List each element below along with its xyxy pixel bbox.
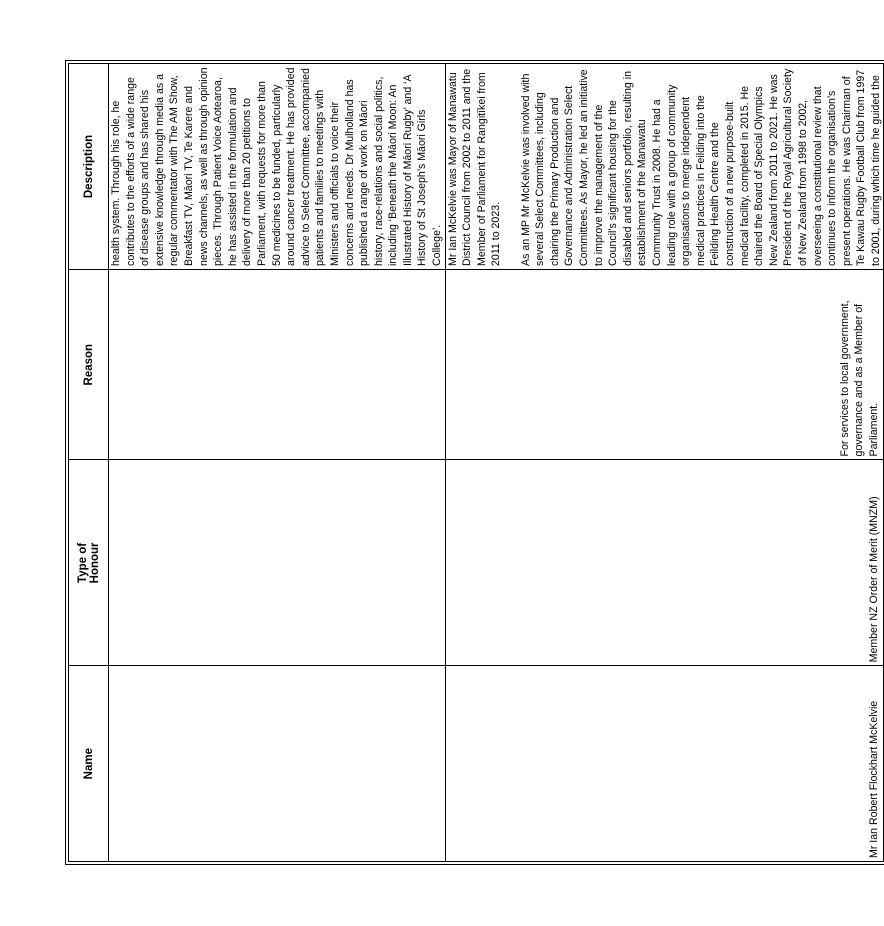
- description-paragraph: Mr Ian McKelvie was Mayor of Manawatu District Council from 2002 to 2011 and the Member of Parliament for Rangitīkei from 2011 to 2023.: [446, 68, 503, 266]
- header-row: [69, 64, 109, 862]
- paragraph-gap: [504, 67, 519, 266]
- header-name: [69, 666, 109, 862]
- cell-description: [109, 64, 446, 270]
- header-type-of-honour: [69, 460, 109, 666]
- cell-name: Mr Ian Robert Flockhart McKelvie: [445, 666, 884, 862]
- header-reason-label: Reason: [82, 343, 95, 386]
- rotated-table-wrapper: [68, 63, 882, 862]
- header-reason: [69, 269, 109, 459]
- table-row: [445, 64, 884, 862]
- header-name-label: Name: [82, 748, 95, 780]
- description-paragraph: health system. Through his role, he contributes to the efforts of a wide range of disease groups and has shared his extensive knowledge through media as a regular commentator with The AM Show, Breakfast TV, Māori TV, Te Karere and news channels, as well as through opinion pieces. Through Patient Voice Aotearoa, he has assisted in the formulation and delivery of more than 20 petitions to Parliament, with requests for more than 50 medicines to be funded, particularly around cancer treatment. He has provided advice to Select Committee, accompanied patients and families to meetings with Ministers and officials to voice their concerns and needs. Dr Mulholland has published a range of work on Māori history, race-relations and social politics, including ‘Beneath the Māori Moon: An Illustrated History of Māori Rugby’ and ‘A History of St Joseph’s Māori Girls College’.: [110, 67, 444, 266]
- cell-reason: For services to local government, governance and as a Member of Parliament.: [445, 269, 884, 459]
- cell-name: [109, 666, 446, 862]
- description-paragraph: As an MP Mr McKelvie was involved with several Select Committees, including chairing the Primary Production and Governance and Administration Select Committees. As Mayor, he led an initiative to improve the management of the Council’s significant housing for the disabled and seniors portfolio, resulting in establishment of the Manawatu Community Trust in 2008. He had a leading role with a group of community organisations to merge independent medical practices in Feilding into the Feilding Health Centre and the construction of a new purpose-built medical facility, completed in 2015. He chaired the Board of Special Olympics New Zealand from 2011 to 2021. He was President of the Royal Agricultural Society of New Zealand from 1998 to 2002, overseeing a constitutional review that continues to inform the organisation’s present operations. He was Chairman of Te Kawau Rugby Football Club from 1997 to 2001, during which time he guided the: [519, 68, 882, 266]
- table-row: [109, 64, 446, 862]
- header-description: [69, 64, 109, 270]
- cell-description: [445, 64, 884, 270]
- honours-table: [68, 63, 884, 862]
- header-type-label-line1: Type of: [76, 542, 89, 583]
- header-type-label-line2: Honour: [88, 542, 101, 584]
- cell-type: Member NZ Order of Merit (MNZM): [445, 460, 884, 666]
- header-description-label: Description: [82, 134, 95, 199]
- cell-reason: [109, 269, 446, 459]
- cell-type: [109, 460, 446, 666]
